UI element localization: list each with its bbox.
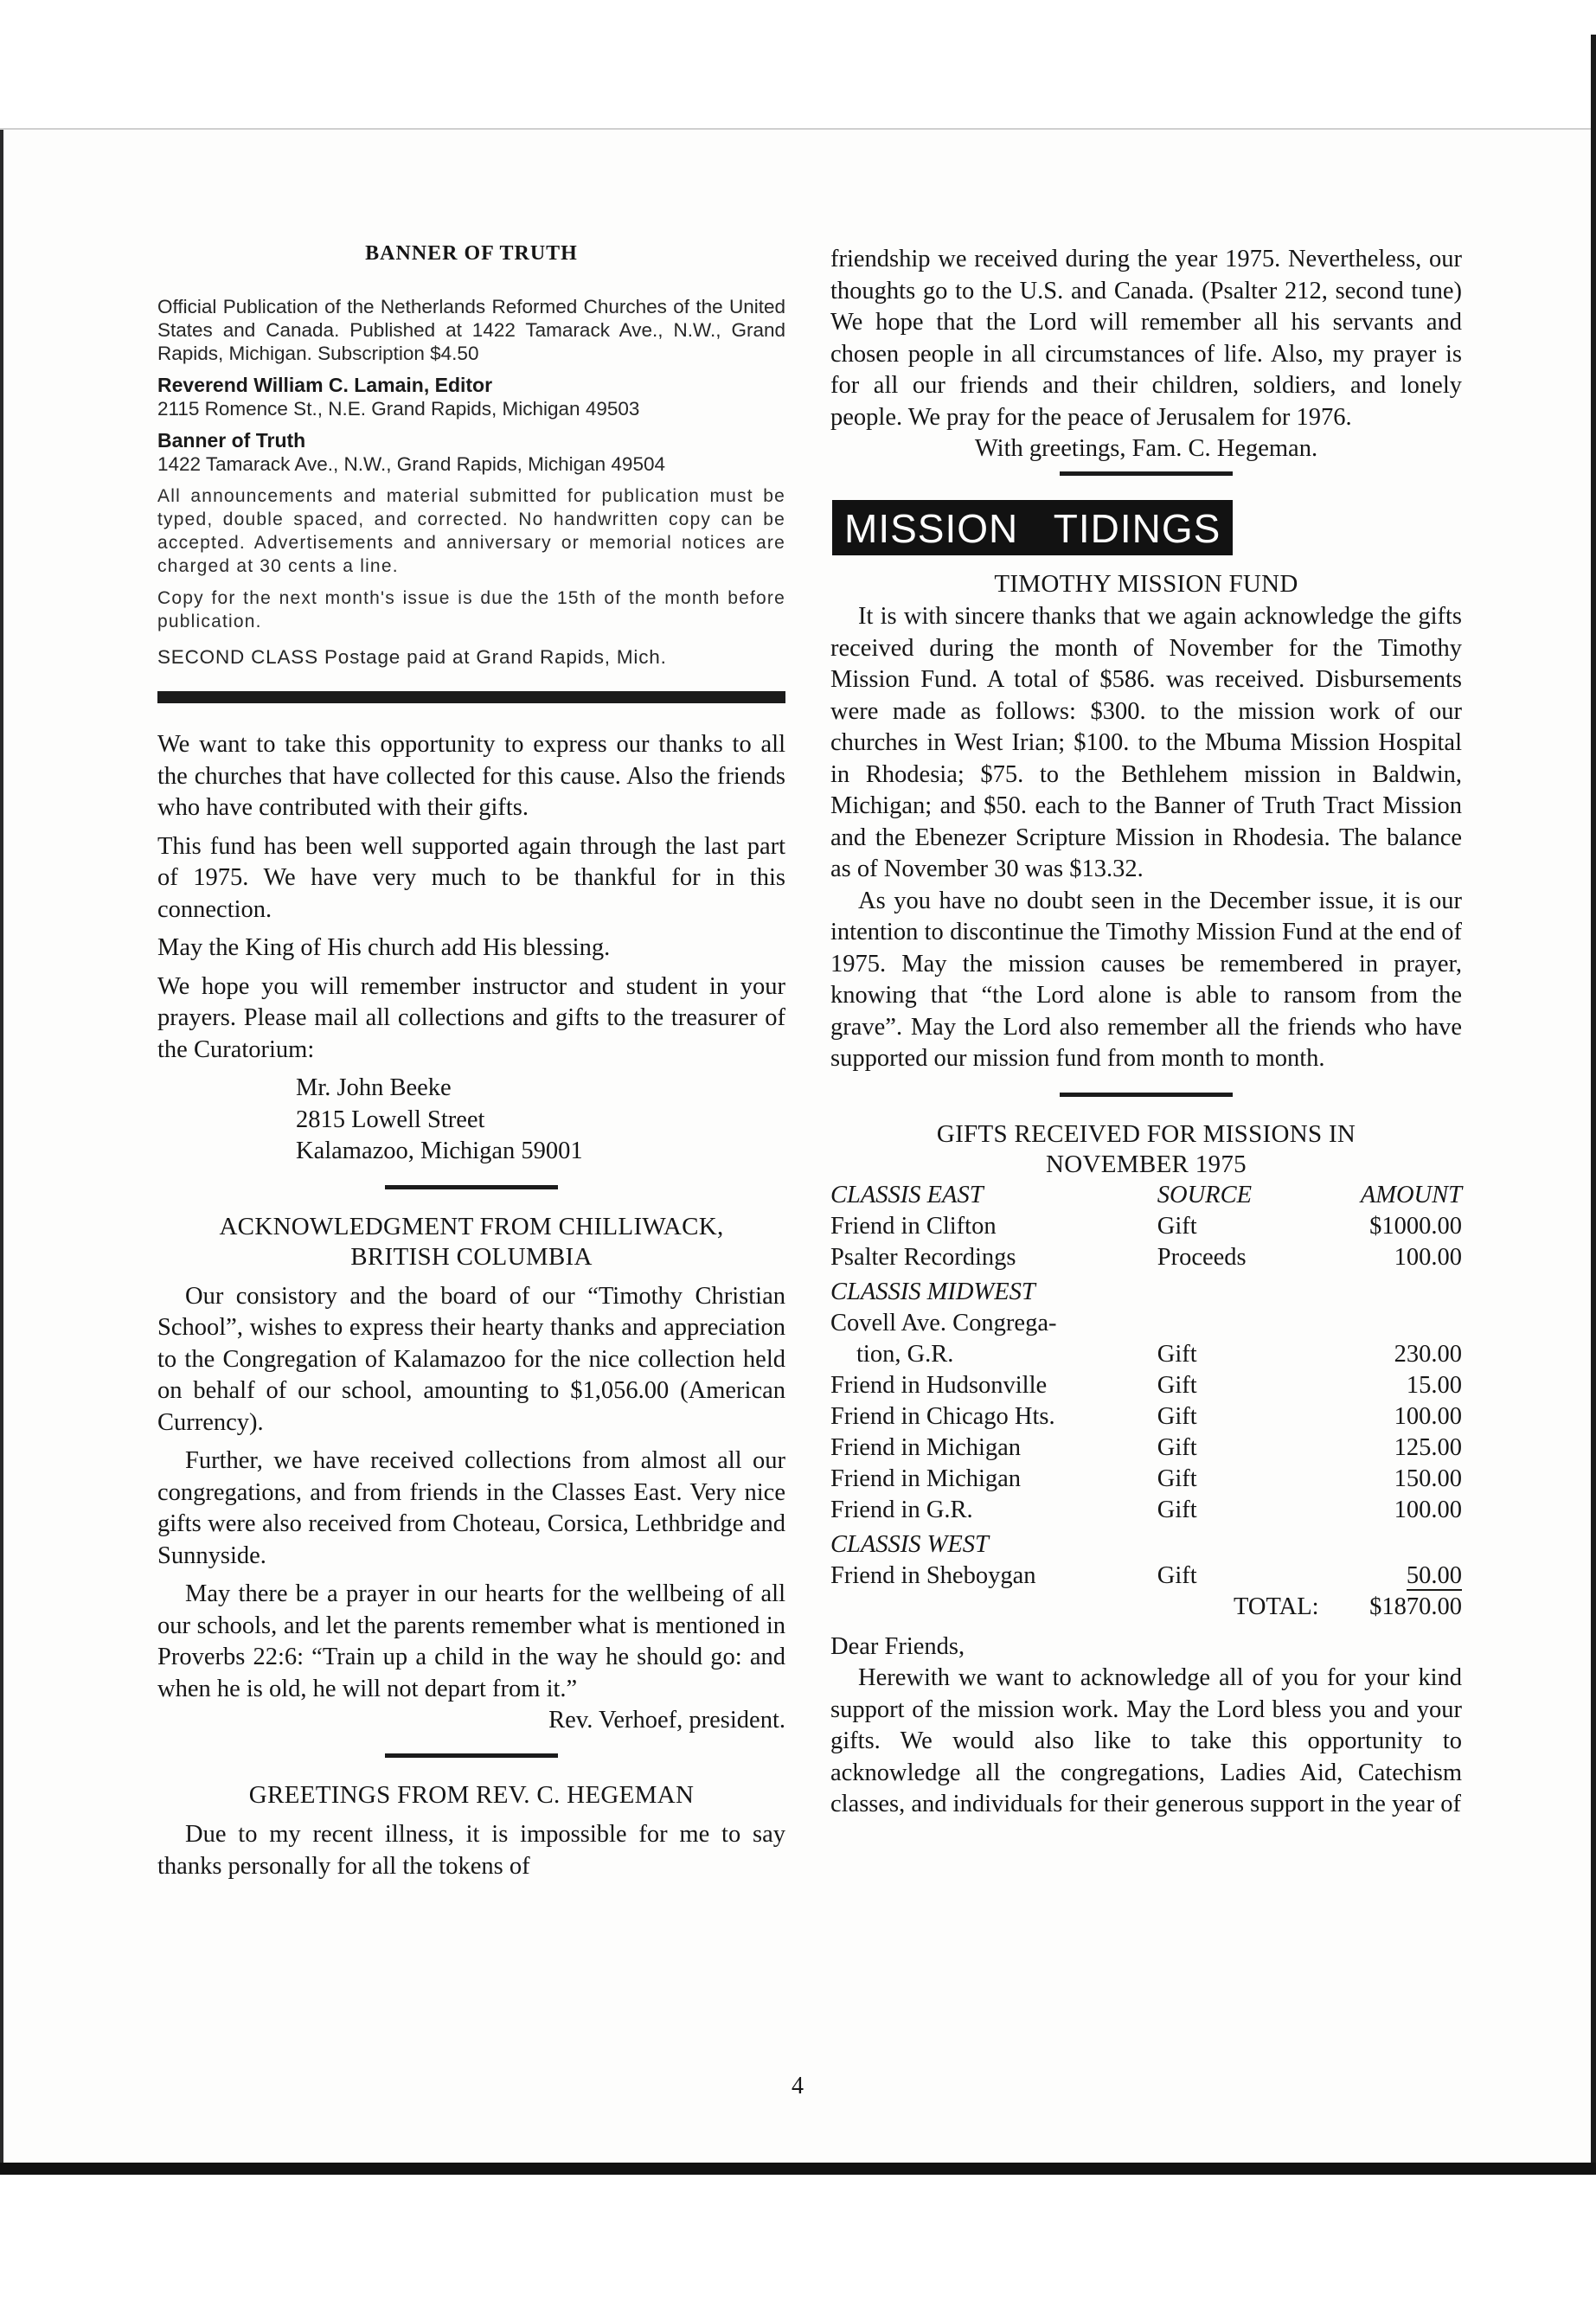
masthead-office-address: 1422 Tamarack Ave., N.W., Grand Rapids, Michigan 49504: [157, 453, 665, 475]
hegeman-paragraph-start: Due to my recent illness, it is impossible for me to say thanks personally for all the tokens of: [157, 1821, 785, 1880]
short-divider: [385, 1185, 558, 1189]
gift-amount: $1000.00: [1369, 1212, 1462, 1240]
classis-midwest-label: CLASSIS MIDWEST: [830, 1278, 1035, 1305]
gift-source: Gift: [1157, 1561, 1197, 1589]
gift-name: Friend in Chicago Hts.: [830, 1402, 1055, 1430]
table-row: [830, 1370, 1462, 1401]
scan-margin-bottom: [0, 2175, 1596, 2301]
table-row: [830, 1242, 1462, 1273]
masthead-postage: SECOND CLASS Postage paid at Grand Rapids, Mich.: [157, 646, 667, 668]
treasurer-address: [157, 1073, 785, 1168]
gift-amount: 15.00: [1406, 1371, 1462, 1399]
scan-edge-left: [0, 130, 3, 2180]
masthead-publication: Official Publication of the Netherlands Reformed Churches of the United States and Canada. Published at 1422 Tamarack Ave., N.W., Grand Rapids, Michigan. Subscription $4.50: [157, 296, 785, 364]
gift-name: tion, G.R.: [856, 1340, 954, 1368]
table-row: [830, 1495, 1462, 1526]
gift-source: Gift: [1157, 1212, 1197, 1240]
thanks-paragraph-1: We want to take this opportunity to express our thanks to all the churches that have collected for this cause. Also the friends who have contributed with their gifts.: [157, 731, 785, 821]
classis-west-label: CLASSIS WEST: [830, 1530, 989, 1558]
hegeman-section: [157, 1780, 785, 1882]
source-column-header: SOURCE: [1157, 1181, 1252, 1208]
gift-amount: [1361, 1561, 1462, 1592]
salutation: Dear Friends,: [830, 1632, 965, 1660]
table-row: [830, 1211, 1462, 1242]
gifts-table: [830, 1180, 1462, 1623]
masthead-announcements: All announcements and material submitted for publication must be typed, double spaced, and corrected. No handwritten copy can be accepted. Advertisements and anniversary or memorial notices are charged at 30 cents a line.: [157, 486, 785, 576]
total-spacer: [830, 1592, 1157, 1623]
total-row: [830, 1592, 1462, 1623]
gifts-heading-line-1: GIFTS RECEIVED FOR MISSIONS IN: [936, 1119, 1356, 1148]
classis-east-label: CLASSIS EAST: [830, 1181, 984, 1208]
gift-source: Gift: [1157, 1433, 1197, 1461]
mission-tidings-banner: MISSION TIDINGS: [832, 500, 1233, 555]
masthead-office-name: Banner of Truth: [157, 429, 306, 452]
gift-name: Friend in Sheboygan: [830, 1561, 1036, 1589]
page-number: 4: [792, 2073, 804, 2099]
thanks-paragraph-3: May the King of His church add His blessing.: [157, 934, 611, 961]
right-column: [830, 244, 1462, 1828]
masthead: [157, 242, 785, 669]
address-line-2: 2815 Lowell Street: [296, 1106, 485, 1133]
classis-west-row: [830, 1526, 1462, 1561]
section-divider: [157, 691, 785, 703]
table-row: [830, 1339, 1462, 1370]
chilliwack-heading-line-2: BRITISH COLUMBIA: [350, 1242, 593, 1271]
gift-source: Proceeds: [1157, 1243, 1247, 1271]
thanks-paragraph-2: This fund has been well supported again through the last part of 1975. We have very much to be thankful for in this connection.: [157, 832, 785, 923]
chilliwack-paragraph-2: Further, we have received collections from almost all our congregations, and from friends in the Classes East. Very nice gifts were also received from Choteau, Corsica, Lethbridge and Sunnyside.: [157, 1447, 785, 1569]
table-row: [830, 1308, 1462, 1339]
masthead-editor-address: 2115 Romence St., N.E. Grand Rapids, Michigan 49503: [157, 398, 640, 420]
scan-edge-bottom: [0, 2163, 1596, 2175]
timothy-heading: TIMOTHY MISSION FUND: [994, 570, 1298, 598]
scan-edge-right: [1591, 35, 1596, 2180]
timothy-paragraph-1: It is with sincere thanks that we again acknowledge the gifts received during the month of November for the Timothy Mission Fund. A total of $586. was received. Disbursements were made as follows: $300. to the mission work of our churches in West Irian; $100. to the Mbuma Mission Hospital in Rhodesia; $75. to the Bethlehem mission in Baldwin, Michigan; and $50. each to the Banner of Truth Tract Mission and the Ebenezer Scripture Mission in Rhodesia. The balance as of November 30 was $13.32.: [830, 603, 1462, 882]
gift-name: Psalter Recordings: [830, 1243, 1016, 1271]
gift-name: Friend in Michigan: [830, 1433, 1022, 1461]
gift-source: Gift: [1157, 1465, 1197, 1492]
timothy-paragraph-2: As you have no doubt seen in the December issue, it is our intention to discontinue the Timothy Mission Fund at the end of 1975. May the mission causes be remembered in prayer, knowing that “the Lord alone is able to ransom from the grave”. May the Lord also remember all the friends who have supported our mission fund from month to month.: [830, 887, 1462, 1072]
gift-amount: 100.00: [1394, 1496, 1462, 1523]
short-divider: [1060, 1093, 1233, 1097]
dear-friends-section: [830, 1631, 1462, 1821]
table-row: [830, 1401, 1462, 1433]
gift-source: Gift: [1157, 1402, 1197, 1430]
gift-name: Friend in Hudsonville: [830, 1371, 1048, 1399]
total-label: TOTAL:: [1234, 1593, 1319, 1620]
gift-name: Friend in G.R.: [830, 1496, 973, 1523]
gifts-section: [830, 1119, 1462, 1623]
thanks-section: [157, 729, 785, 1168]
timothy-section: [830, 569, 1462, 1075]
total-amount: $1870.00: [1369, 1593, 1462, 1620]
classis-midwest-row: [830, 1273, 1462, 1308]
hegeman-paragraph-continued: friendship we received during the year 1975. Nevertheless, our thoughts go to the U.S. and Canada. (Psalter 212, second tune) We hope that the Lord will remember all his servants and chosen people in all circumstances of life. Also, my prayer is for all our friends and their children, soldiers, and lonely people. We pray for the peace of Jerusalem for 1976.: [830, 246, 1462, 431]
gifts-heading-line-2: NOVEMBER 1975: [1046, 1150, 1247, 1178]
gift-amount-value: 50.00: [1406, 1561, 1462, 1589]
scan-margin-top: [0, 0, 1596, 130]
gift-source: Gift: [1157, 1340, 1197, 1368]
masthead-editor-name: Reverend William C. Lamain, Editor: [157, 374, 493, 396]
gifts-header-row: [830, 1180, 1462, 1211]
hegeman-signoff: With greetings, Fam. C. Hegeman.: [974, 435, 1318, 462]
short-divider: [385, 1753, 558, 1758]
address-line-3: Kalamazoo, Michigan 59001: [296, 1138, 583, 1164]
gift-amount: 100.00: [1394, 1402, 1462, 1430]
thanks-paragraph-4: We hope you will remember instructor and student in your prayers. Please mail all collections and gifts to the treasurer of the Curatorium:: [157, 972, 785, 1063]
masthead-title: BANNER OF TRUTH: [365, 242, 578, 265]
gift-amount: 100.00: [1394, 1243, 1462, 1271]
chilliwack-section: [157, 1212, 785, 1737]
gift-amount: 125.00: [1394, 1433, 1462, 1461]
hegeman-heading: GREETINGS FROM REV. C. HEGEMAN: [248, 1781, 695, 1809]
short-divider: [1060, 471, 1233, 476]
gift-name: Friend in Clifton: [830, 1212, 997, 1240]
masthead-copy-due: Copy for the next month's issue is due the 15th of the month before publication.: [157, 588, 785, 631]
gift-amount: 150.00: [1394, 1465, 1462, 1492]
gift-source: Gift: [1157, 1371, 1197, 1399]
chilliwack-paragraph-1: Our consistory and the board of our “Timothy Christian School”, wishes to express their hearty thanks and appreciation to the Congregation of Kalamazoo for the nice collection held on behalf of our school, amounting to $1,056.00 (American Currency).: [157, 1282, 785, 1436]
gift-source: Gift: [1157, 1496, 1197, 1523]
amount-column-header: AMOUNT: [1360, 1181, 1462, 1208]
left-column: [157, 242, 785, 1889]
table-row: [830, 1561, 1462, 1592]
chilliwack-signoff: Rev. Verhoef, president.: [548, 1707, 785, 1734]
table-row: [830, 1433, 1462, 1464]
gift-name: Covell Ave. Congrega-: [830, 1309, 1057, 1336]
chilliwack-heading-line-1: ACKNOWLEDGMENT FROM CHILLIWACK,: [219, 1212, 724, 1240]
gift-name: Friend in Michigan: [830, 1465, 1022, 1492]
chilliwack-paragraph-3: May there be a prayer in our hearts for the wellbeing of all our schools, and let the parents remember what is mentioned in Proverbs 22:6: “Train up a child in the way he should go: and when he is old, he will not depart from it.”: [157, 1580, 785, 1702]
dear-friends-paragraph: Herewith we want to acknowledge all of you for your kind support of the mission work. May the Lord bless you and your gifts. We would also like to take this opportunity to acknowledge all the congregations, Ladies Aid, Catechism classes, and individuals for their generous support in the year of: [830, 1664, 1462, 1817]
table-row: [830, 1464, 1462, 1495]
gift-amount: 230.00: [1394, 1340, 1462, 1368]
address-line-1: Mr. John Beeke: [296, 1074, 452, 1101]
